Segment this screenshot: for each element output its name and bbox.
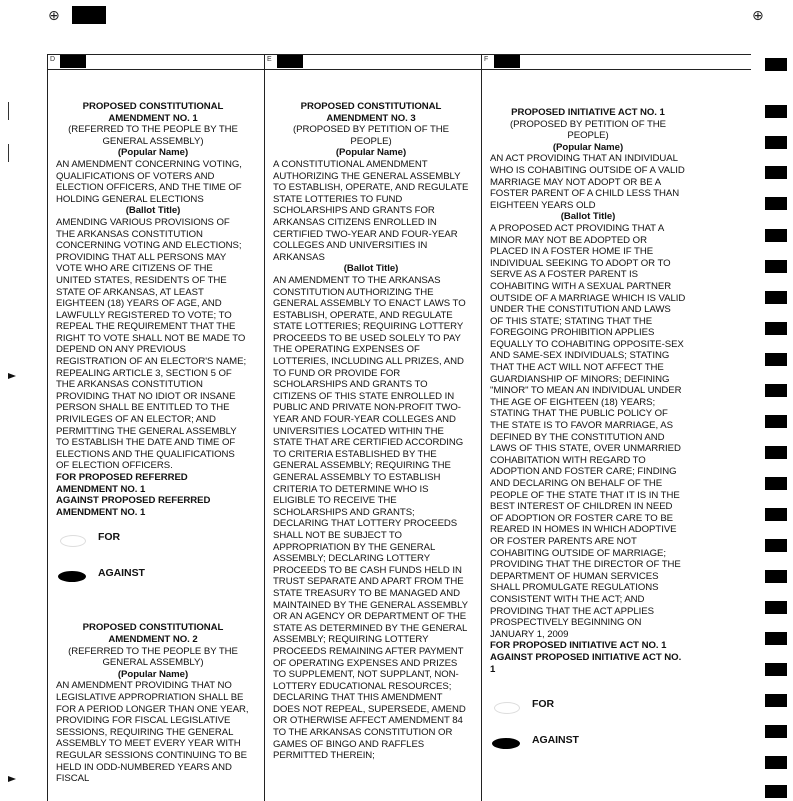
vote-oval-empty[interactable]: [60, 535, 86, 547]
ballot-title-text: A PROPOSED ACT PROVIDING THAT A MINOR MAY NOT BE ADOPTED OR PLACED IN A FOSTER HOME IF THE INDIVIDUAL SEEKING TO ADOPT OR TO SERVE AS A FOSTER PARENT IS COHABITING WITH A SEXUAL PARTNER OUTSIDE OF A MARRIAGE WHICH IS VALID UNDER THE CONSTITUTION AND LAWS OF THIS STATE; STATING THAT THE FOREGOING PROHIBITION APPLIES EQUALLY TO COHABITING OPPOSITE-SEX AND SAME-SEX INDIVIDUALS; STATING THAT THE ACT WILL NOT AFFECT THE GUARDIANSHIP OF MINORS; DEFINING "MINOR" TO MEAN AN INDIVIDUAL UNDER THE AGE OF EIGHTEEN (18) YEARS; STATING THAT THE PUBLIC POLICY OF THE STATE IS TO FAVOR MARRIAGE, AS DEFINED BY THE CONSTITUTION AND LAWS OF THIS STATE, OVER UNMARRIED COHABITATION WITH REGARD TO ADOPTION AND FOSTER CARE; FINDING AND DECLARING ON BEHALF OF THE PEOPLE OF THE STATE THAT IT IS IN THE BEST INTEREST OF CHILDREN IN NEED OF ADOPTION OR FOSTER CARE TO BE REARED IN HOMES IN WHICH ADOPTIVE OR FOSTER PARENTS ARE NOT COHABITING OUTSIDE OF MARRIAGE; PROVIDING THAT THE DIRECTOR OF THE DEPARTMENT OF HUMAN SERVICES SHALL PROMULGATE REGULATIONS CONSISTENT WITH THE ACT; AND PROVIDING THAT THE ACT APPLIES PROSPECTIVELY BEGINNING ON JANUARY 1, 2009: [490, 222, 686, 640]
timing-mark: [765, 694, 787, 707]
timing-mark: [765, 105, 787, 118]
popular-name-label: (Popular Name): [335, 147, 407, 159]
measure-origin: (REFERRED TO THE PEOPLE BY THE: [68, 645, 238, 657]
timing-mark: [765, 539, 787, 552]
column-divider: [264, 55, 265, 801]
timing-mark: [765, 197, 787, 210]
vote-option-label: FOR: [98, 531, 121, 544]
column-e: [273, 101, 469, 762]
against-statement: AGAINST PROPOSED INITIATIVE ACT NO. 1: [490, 651, 682, 675]
measure-number: AMENDMENT NO. 2: [108, 633, 198, 645]
timing-mark: [765, 291, 787, 304]
timing-mark: [765, 322, 787, 335]
timing-mark: [765, 570, 787, 583]
measure-origin: PEOPLE): [350, 135, 392, 147]
vote-option-for[interactable]: [490, 699, 686, 727]
popular-name-text: AN AMENDMENT CONCERNING VOTING, QUALIFICATIONS OF VOTERS AND ELECTION OFFICERS, AND THE TIME OF HOLDING GENERAL ELECTIONS: [56, 158, 242, 205]
timing-mark: [765, 756, 787, 769]
timing-mark: [765, 601, 787, 614]
column-header-f: [482, 55, 751, 70]
measure-origin: GENERAL ASSEMBLY): [102, 657, 204, 669]
timing-mark: [765, 446, 787, 459]
measure-origin: (REFERRED TO THE PEOPLE BY THE: [68, 124, 238, 136]
column-f: [490, 107, 686, 763]
measure-title: PROPOSED CONSTITUTIONAL: [82, 101, 224, 112]
timing-mark: [765, 415, 787, 428]
timing-mark: [765, 353, 787, 366]
column-letter: D: [50, 56, 56, 63]
popular-name-label: (Popular Name): [552, 141, 624, 153]
timing-mark: [765, 384, 787, 397]
column-letter: E: [267, 56, 272, 63]
popular-name-label: (Popular Name): [117, 147, 189, 159]
ballot-card: [47, 54, 751, 801]
vote-oval-empty[interactable]: [494, 702, 520, 714]
popular-name-text: AN ACT PROVIDING THAT AN INDIVIDUAL WHO IS COHABITING OUTSIDE OF A VALID MARRIAGE MAY NOT ADOPT OR BE A FOSTER PARENT OF A CHILD LESS THAN EIGHTEEN YEARS OLD: [490, 153, 685, 211]
column-header-block: [494, 55, 520, 68]
measure-origin: GENERAL ASSEMBLY): [102, 135, 204, 147]
timing-mark: [765, 632, 787, 645]
timing-mark: [765, 260, 787, 273]
measure-number: AMENDMENT NO. 1: [108, 112, 198, 124]
ballot-title-label: (Ballot Title): [560, 211, 616, 223]
column-header-block: [277, 55, 303, 68]
measure-origin: (PROPOSED BY PETITION OF THE: [292, 124, 450, 136]
timing-mark: [765, 785, 787, 798]
left-arrow-marker: [8, 776, 16, 782]
for-statement: FOR PROPOSED INITIATIVE ACT NO. 1: [490, 640, 667, 652]
vote-option-for[interactable]: [56, 532, 250, 560]
column-header-e: [265, 55, 481, 70]
vote-option-against[interactable]: [56, 568, 250, 596]
timing-mark: [765, 136, 787, 149]
left-tick: [8, 144, 9, 162]
column-divider: [481, 55, 482, 801]
column-header-block: [60, 55, 86, 68]
vote-option-against[interactable]: [490, 735, 686, 763]
measure-origin: PEOPLE): [567, 130, 609, 142]
ballot-title-label: (Ballot Title): [343, 263, 399, 275]
vote-oval-filled[interactable]: [492, 738, 520, 749]
ballot-title-text: AN AMENDMENT TO THE ARKANSAS CONSTITUTION AUTHORIZING THE GENERAL ASSEMBLY TO ENACT LAWS TO ESTABLISH, OPERATE, AND REGULATE STATE LOTTERIES; REQUIRING LOTTERY PROCEEDS TO BE USED SOLELY TO PAY THE OPERATING EXPENSES OF LOTTERIES, INCLUDING ALL PRIZES, AND TO FUND OR PROVIDE FOR SCHOLARSHIPS AND GRANTS TO CITIZENS OF THIS STATE ENROLLED IN PUBLIC AND PRIVATE NON-PROFIT TWO-YEAR AND FOUR-YEAR COLLEGES AND UNIVERSITIES LOCATED WITHIN THE STATE THAT ARE CERTIFIED ACCORDING TO CRITERIA ESTABLISHED BY THE GENERAL ASSEMBLY; REQUIRING THE GENERAL ASSEMBLY TO ESTABLISH CRITERIA TO DETERMINE WHO IS ELIGIBLE TO RECEIVE THE SCHOLARSHIPS AND GRANTS; DECLARING THAT LOTTERY PROCEEDS SHALL NOT BE SUBJECT TO APPROPRIATION BY THE GENERAL ASSEMBLY; DECLARING LOTTERY PROCEEDS TO BE CASH FUNDS HELD IN TRUST SEPARATE AND APART FROM THE STATE TREASURY TO BE MANAGED AND MAINTAINED BY THE GENERAL ASSEMBLY OR AN AGENCY OR DEPARTMENT OF THE STATE AS DETERMINED BY THE GENERAL ASSEMBLY; REQUIRING LOTTERY PROCEEDS REMAINING AFTER PAYMENT OF OPERATING EXPENSES AND PRIZES TO SUPPLEMENT, NOT SUPPLANT, NON-LOTTERY EDUCATIONAL RESOURCES; DECLARING THAT THIS AMENDMENT DOES NOT REPEAL, SUPERSEDE, AMEND OR OTHERWISE AFFECT AMENDMENT 84 TO THE ARKANSAS CONSTITUTION OR GAMES OF BINGO AND RAFFLES PERMITTED THEREIN;: [273, 274, 468, 762]
column-header-d: [48, 55, 264, 70]
vote-option-label: FOR: [532, 698, 555, 711]
measure-title: PROPOSED CONSTITUTIONAL: [300, 101, 442, 112]
measure-title: PROPOSED CONSTITUTIONAL: [82, 622, 224, 634]
left-arrow-marker: [8, 373, 16, 379]
ballot-title-text: AMENDING VARIOUS PROVISIONS OF THE ARKANSAS CONSTITUTION CONCERNING VOTING AND ELECTIONS; PROVIDING THAT ALL PERSONS MAY VOTE WHO ARE CITIZENS OF THE UNITED STATES, RESIDENTS OF THE STATE OF ARKANSAS, AT LEAST EIGHTEEN (18) YEARS OF AGE, AND LAWFULLY REGISTERED TO VOTE; TO REPEAL THE REQUIREMENT THAT THE RIGHT TO VOTE SHALL NOT BE MADE TO DEPEND ON ANY PREVIOUS REGISTRATION OF AN ELECTOR'S NAME; REPEALING ARTICLE 3, SECTION 5 OF THE ARKANSAS CONSTITUTION PROVIDING THAT NO IDIOT OR INSANE PERSON SHALL BE ENTITLED TO THE PRIVILEGES OF AN ELECTOR; AND PERMITTING THE GENERAL ASSEMBLY TO ESTABLISH THE DATE AND TIME OF ELECTIONS AND THE QUALIFICATIONS OF ELECTION OFFICERS.: [56, 216, 247, 472]
timing-mark: [765, 663, 787, 676]
vote-option-label: AGAINST: [532, 734, 579, 747]
against-statement: AGAINST PROPOSED REFERRED AMENDMENT NO. 1: [56, 495, 211, 518]
timing-mark: [765, 229, 787, 242]
vote-oval-filled[interactable]: [58, 571, 86, 582]
registration-mark-left: ⊕: [48, 7, 60, 23]
timing-mark: [765, 725, 787, 738]
measure-title: PROPOSED INITIATIVE ACT NO. 1: [511, 107, 665, 118]
measure-number: AMENDMENT NO. 3: [326, 112, 416, 124]
ballot-title-label: (Ballot Title): [125, 205, 181, 217]
left-tick: [8, 102, 9, 120]
column-letter: F: [484, 56, 489, 63]
for-statement: FOR PROPOSED REFERRED AMENDMENT NO. 1: [56, 472, 188, 495]
header-black-block: [72, 6, 106, 24]
timing-mark: [765, 166, 787, 179]
timing-mark: [765, 58, 787, 71]
timing-mark: [765, 477, 787, 490]
column-d: [56, 101, 250, 785]
popular-name-text: AN AMENDMENT PROVIDING THAT NO LEGISLATIVE APPROPRIATION SHALL BE FOR A PERIOD LONGER THAN ONE YEAR, PROVIDING FOR FISCAL LEGISLATIVE SESSIONS, REQUIRING THE GENERAL ASSEMBLY TO MEET EVERY YEAR WITH REGULAR SESSIONS CONTINUING TO BE HELD IN ODD-NUMBERED YEARS AND FISCAL: [56, 680, 249, 785]
timing-mark: [765, 508, 787, 521]
vote-option-label: AGAINST: [98, 567, 145, 580]
popular-name-text: A CONSTITUTIONAL AMENDMENT AUTHORIZING THE GENERAL ASSEMBLY TO ESTABLISH, OPERATE, AND REGULATE STATE LOTTERIES TO FUND SCHOLARSHIPS AND GRANTS FOR ARKANSAS CITIZENS ENROLLED IN CERTIFIED TWO-YEAR AND FOUR-YEAR COLLEGES AND UNIVERSITIES IN ARKANSAS: [273, 158, 469, 263]
popular-name-label: (Popular Name): [117, 668, 189, 680]
registration-mark-right: ⊕: [752, 7, 764, 23]
measure-origin: (PROPOSED BY PETITION OF THE: [509, 118, 667, 130]
